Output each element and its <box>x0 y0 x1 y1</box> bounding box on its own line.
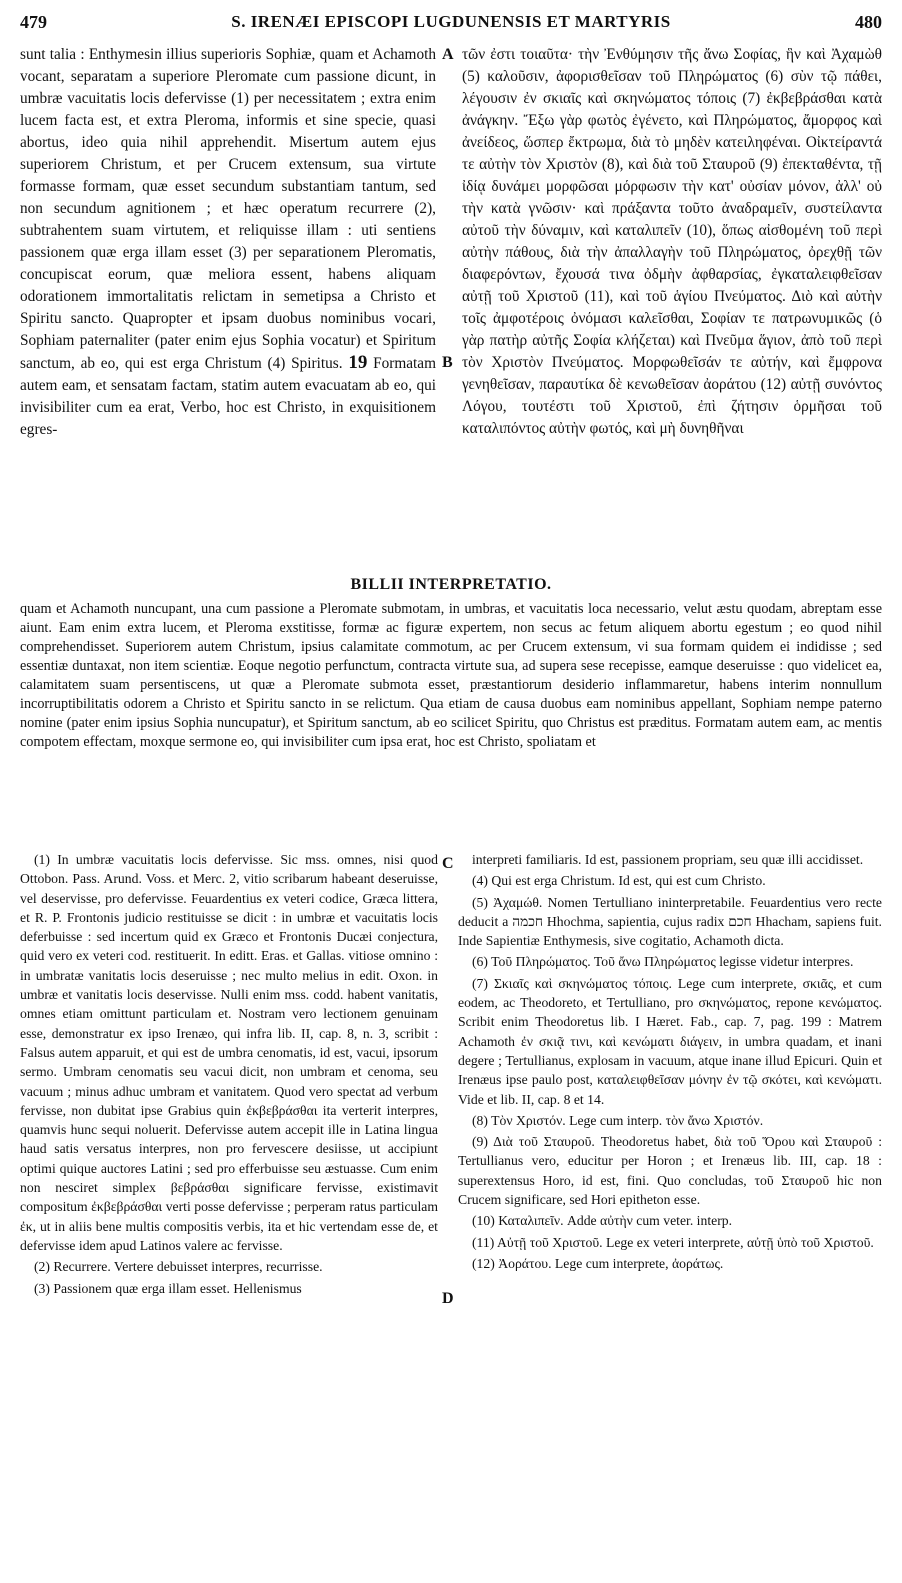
section-number: 19 <box>348 352 368 373</box>
page-number-left: 479 <box>20 12 47 32</box>
footnote: (9) Διὰ τοῦ Σταυροῦ. Theodoretus habet, διὰ τοῦ Ὅρου καὶ Σταυροῦ : Tertullianus vero, educitur per Horon ; et Irenæus lib. III, cap. 18 : superextensus Horo, id est, fini. Quo concludas, τοῦ Σταυροῦ hic non Crucem significare, sed Hori epitheton esse. <box>458 1134 882 1208</box>
footnote: (4) Qui est erga Christum. Id est, qui est cum Christo. <box>472 873 766 889</box>
page-number-right: 480 <box>855 12 882 32</box>
footnote: (1) In umbræ vacuitatis locis defervisse. Sic mss. omnes, nisi quod Ottobon. Pass. Arund. Voss. et Merc. 2, vitio scribarum habeant deseruisse, vel deservisse, pro defervisse. Feuardentius ex veteri codice, Græca littera, et R. P. Frontonis judicio restituisse se dicit : in umbræ et vacuitatis locis deferbuisse : sed incertum quid ex Græco et Frontonis Ducæi conjectura, quid vero ex veteri cod. restituerit. In editt. Eras. et Gallas. vitiose omnino : in umbratæ vanitatis locis deseruisse ; nec multo melius in edit. Oxon. in umbræ et vanitatis locis deservisse. Nulli enim mss. codd. habent vanitatis, omnes etiam omittunt particulam et. Nostram vero lectionem genuinam esse, demonstratur ex ipso Irenæo, qui infra lib. II, cap. 8, n. 3, scribit : Falsus autem apparuit, et qui est de umbra cenomatis, id est, vacui, ipsorum sermo. Umbram cenomatis seu vacui dicit, non umbram et cenoma, seu vacuum ; minus adhuc umbram et vanitatem. Quod vero spectat ad verbum fervisse, non dubitat ipse Grabius quin ἐκβεβράσθαι ita verterit interpres, quamvis hunc sequi noluerit. Defervisse autem accepit ille in Latina lingua haud satis versatus interpres, non pro fervescere desiisse, ut accipiunt optimi quique auctores Latini ; sed pro efferbuisse seu æstuasse. Cum enim non nesciret simplex βεβράσθαι significare fervisse, existimavit compositum ἐκβεβράσθαι verti posse defervisse ; perperam ratus particulam ἐκ, ut in aliis bene multis compositis verbis, ita et hic vertendam esse de, et defervisse idem apud Latinos valere ac fervisse. <box>20 852 438 1253</box>
latin-text-part1: sunt talia : Enthymesin illius superioris Sophiæ, quam et Achamoth vocant, separatam a superiore Pleromate cum passione dicunt, in umbræ vacuitatis locis defervisse (1) per necessitatem ; extra enim lucem facta est, et extra Pleroma, informis et sine specie, quasi abortus, ideo quia nihil apprehendit. Misertum autem ejus superiorem Christum, et per Crucem extensum, sua virtute formasse formam, quæ esset secundum substantiam tantum, sed non secundum agnitionem ; et hæc operatum recurrere (2), subtrahentem suam virtutem, et reliquisse illam : uti sentiens passionem quæ erga illam esset (3) per separationem Pleromatis, concupiscat eorum, quæ meliora essent, habens aliquam odorationem immortalitatis relictam in semetipsa a Christo et Spiritu sancto. Quapropter et ipsam duobus nominibus vocari, Sophiam paternaliter (pater enim ejus Sophia vocatur) et Spiritum sanctum, ab eo, qui est erga Christum (4) Spiritus. <box>20 46 436 372</box>
margin-marker-c: C <box>442 855 454 872</box>
latin-text-part2: Formatam autem eam, et sensatam factam, statim autem evacuatam ab eo, qui invisibiliter cum ea erat, Verbo, hoc est Christo, in exquisitionem egres- <box>20 355 436 438</box>
footnotes-left-column <box>20 850 438 1570</box>
footnote: (5) Ἀχαμώθ. Nomen Tertulliano ininterpretabile. Feuardentius vero recte deducit a חכמה Hhochma, sapientia, cujus radix חכם Hhacham, sapiens fuit. Inde Sapientiæ Enthymesis, sive cogitatio, Achamoth dicta. <box>458 894 882 949</box>
footnotes-right-column <box>458 850 882 1570</box>
footnote: (6) Τοῦ Πληρώματος. Τοῦ ἄνω Πληρώματος legisse videtur interpres. <box>472 954 854 970</box>
greek-text-column <box>462 44 882 572</box>
margin-marker-d: D <box>442 1290 454 1307</box>
section-heading: BILLII INTERPRETATIO. <box>350 576 552 593</box>
margin-marker-a: A <box>442 46 454 63</box>
footnote: interpreti familiaris. Id est, passionem propriam, seu quæ illi accidisset. <box>472 852 864 867</box>
margin-marker-b: B <box>442 354 453 371</box>
footnote: (12) Ἀοράτου. Lege cum interprete, ἀοράτως. <box>472 1255 724 1271</box>
footnote: (11) Αὐτῇ τοῦ Χριστοῦ. Lege ex veteri interprete, αὐτῇ ὑπὸ τοῦ Χριστοῦ. <box>472 1234 874 1250</box>
footnote: (3) Passionem quæ erga illam esset. Hellenismus <box>34 1280 302 1296</box>
footnote: (10) Καταλιπεῖν. Adde αὐτὴν cum veter. interp. <box>472 1213 733 1229</box>
running-title: S. IRENÆI EPISCOPI LUGDUNENSIS ET MARTYRIS <box>231 12 671 31</box>
running-header <box>20 12 882 38</box>
latin-text-column <box>20 44 436 572</box>
footnote: (2) Recurrere. Vertere debuisset interpres, recurrisse. <box>34 1259 323 1275</box>
billii-interpretation-text <box>20 600 882 836</box>
footnote: (7) Σκιαῖς καὶ σκηνώματος τόποις. Lege cum interprete, σκιᾶς, et cum eodem, ac Theodoreto, et Tertulliano, pro σκηνώματος, repone κενώματος. Scribit enim Theodoretus lib. I Hæret. Fab., cap. 7, pag. 199 : Matrem Achamoth ἐν σκιᾷ τινι, καὶ κενώματι διάγειν, in umbra quadam, et inani degere ; Tertullianus, explosam in vacuum, atque inane illud Epicuri. Quin et Irenæus ipse paulo post, καταλειφθεῖσαν μόνην ἐν τῷ σκότει, καὶ κενώματι. Vide et lib. II, cap. 8 et 14. <box>458 975 882 1107</box>
billii-text: quam et Achamoth nuncupant, una cum passione a Pleromate submotam, in umbras, et vacuitatis loca necessario, velut æstu quodam, abreptam esse aiunt. Eam enim extra lucem, et Pleroma exstitisse, formæ ac figuræ expertem, non secus ac fetum aliquem abortu egestum ; eo quod nihil comprehendisset. Superiorem autem Christum, ipsius calamitate commotum, ac per Crucem extensum, vi sua formam quidem ei indidisse ; sed essentiæ duntaxat, non item scientiæ. Eoque negotio perfunctum, contracta virtute sua, ad supera sese recepisse, eamque deseruisse : quo videlicet ea, calamitatem suam persentiscens, ut quæ a Pleromate submota esset, præstantiorum desiderio inflammaretur, habens interim nonnullum incorruptibilitatis odorem a Christo et Spiritu sancto in se relictum. Qua etiam de causa duobus eam nominibus appellant, Sophiam nempe paterno nomine (pater enim ipsius Sophia nuncupatur), et Spiritum sanctum, ab eo scilicet Spiritu, quo Christus est præditus. Formatam autem eam, ac mentis compotem effectam, moxque sermone eo, qui invisibiliter cum ipsa erat, hoc est Christo, spoliatam et <box>20 601 882 750</box>
greek-text: τῶν ἐστι τοιαῦτα· τὴν Ἐνθύμησιν τῆς ἄνω Σοφίας, ἣν καὶ Ἀχαμὼθ (5) καλοῦσιν, ἀφορισθεῖσαν τοῦ Πληρώματος (6) σὺν τῷ πάθει, λέγουσιν ἐν σκιαῖς καὶ σκηνώματος τόποις (7) ἐκβεβράσθαι κατὰ ἀνάγκην. Ἔξω γὰρ φωτὸς ἐγένετο, καὶ Πληρώματος, ἄμορφος καὶ ἀνείδεος, ὥσπερ ἔκτρωμα, διὰ τὸ μηδὲν κατειληφέναι. Οἰκτείραντά τε αὐτὴν τὸν Χριστὸν (8), καὶ διὰ τοῦ Σταυροῦ (9) ἐπεκταθέντα, τῇ ἰδίᾳ δυνάμει μορφῶσαι μόρφωσιν τὴν κατ' οὐσίαν μόνον, ἀλλ' οὐ τὴν κατὰ γνῶσιν· καὶ πράξαντα τοῦτο ἀναδραμεῖν, συστείλαντα αὐτοῦ τὴν δύναμιν, καὶ καταλιπεῖν (10), ὅπως αἰσθομένη τοῦ περὶ αὐτὴν πάθους, διὰ τὴν ἀπαλλαγὴν τοῦ Πληρώματος, ὀρεχθῇ τῶν διαφερόντων, ἔχουσά τινα ὀδμὴν ἀφθαρσίας, ἐγκαταλειφθεῖσαν αὐτῇ τοῦ Χριστοῦ (11), καὶ τοῦ ἁγίου Πνεύματος. Διὸ καὶ αὐτὴν τοῖς ἀμφοτέροις ὀνόμασι καλεῖσθαι, Σοφίαν τε πατρωνυμικῶς (ὁ γὰρ πατὴρ αὐτῆς Σοφία κλήζεται) καὶ Πνεῦμα ἅγιον, ἀπὸ τοῦ περὶ τὸν Χριστὸν Πνεύματος. Μορφωθεῖσάν τε αὐτήν, καὶ ἔμφρονα γενηθεῖσαν, παραυτίκα δὲ κενωθεῖσαν ἀοράτου (12) αὐτῇ συνόντος Λόγου, τουτέστι τοῦ Χριστοῦ, ἐπὶ ζήτησιν ὁρμῆσαι τοῦ καταλιπόντος αὐτὴν φωτός, καὶ μὴ δυνηθῆναι <box>462 46 882 437</box>
footnote: (8) Τὸν Χριστόν. Lege cum interp. τὸν ἄνω Χριστόν. <box>472 1112 764 1128</box>
